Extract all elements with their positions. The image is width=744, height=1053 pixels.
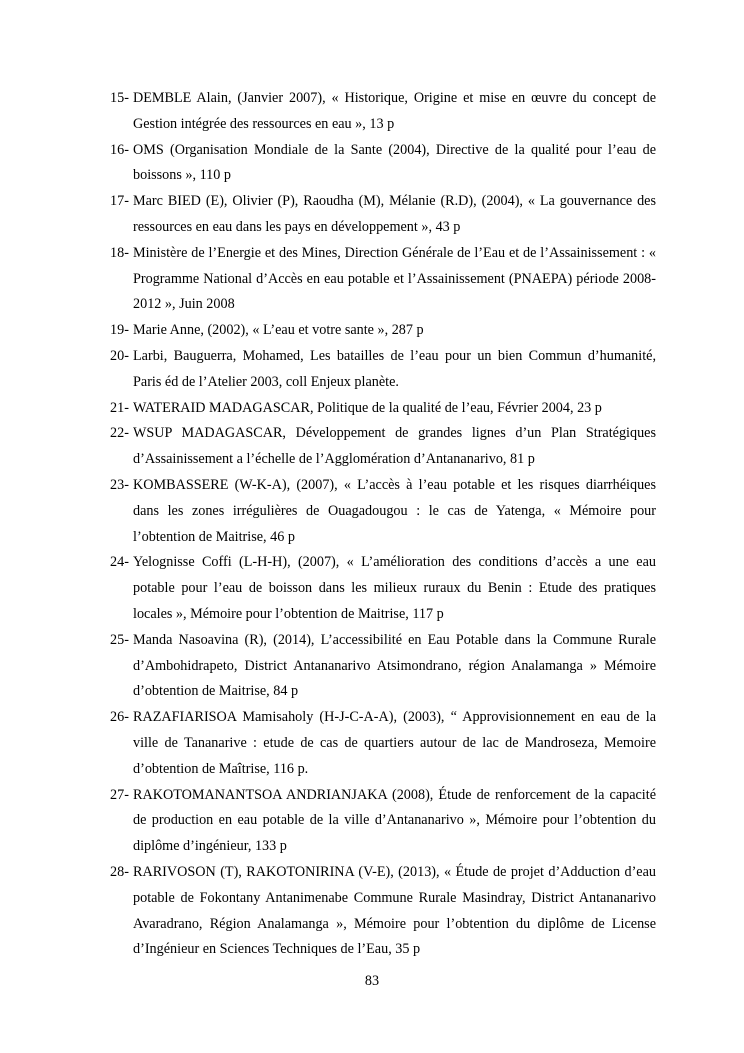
reference-number: 26- xyxy=(110,709,129,726)
reference-text: OMS (Organisation Mondiale de la Sante (2004), Directive de la qualité pour l’eau de boissons », 110 p xyxy=(133,141,656,184)
reference-text: Yelognisse Coffi (L-H-H), (2007), « L’amélioration des conditions d’accès a une eau potable pour l’eau de boisson dans les milieux ruraux du Benin : Etude des pratiques locales », Mémoire pour l’obtention de Maitrise, 117 p xyxy=(133,554,656,622)
reference-item xyxy=(110,138,656,190)
reference-item xyxy=(110,628,656,705)
reference-number: 20- xyxy=(110,347,129,364)
reference-number: 18- xyxy=(110,244,129,261)
reference-text: Larbi, Bauguerra, Mohamed, Les batailles de l’eau pour un bien Commun d’humanité, Paris éd de l’Atelier 2003, coll Enjeux planète. xyxy=(133,347,656,390)
reference-item xyxy=(110,783,656,860)
reference-text: RAKOTOMANANTSOA ANDRIANJAKA (2008), Étude de renforcement de la capacité de production en eau potable de la ville d’Antananarivo », Mémoire pour l’obtention du diplôme d’ingénieur, 133 p xyxy=(133,786,656,855)
reference-item xyxy=(110,860,656,963)
reference-number: 23- xyxy=(110,476,129,493)
reference-text: DEMBLE Alain, (Janvier 2007), « Historique, Origine et mise en œuvre du concept de Gestion intégrée des ressources en eau », 13 p xyxy=(133,90,656,132)
reference-list xyxy=(110,86,656,963)
reference-text: Marie Anne, (2002), « L’eau et votre sante », 287 p xyxy=(133,322,424,339)
reference-item xyxy=(110,550,656,627)
reference-number: 22- xyxy=(110,425,129,442)
reference-number: 17- xyxy=(110,193,129,210)
reference-text: RAZAFIARISOA Mamisaholy (H-J-C-A-A), (2003), “ Approvisionnement en eau de la ville de Tananarive : etude de cas de quartiers autour de lac de Mandroseza, Memoire d’obtention de Maîtrise, 116 p. xyxy=(133,709,656,777)
page-number: 83 xyxy=(364,973,380,989)
reference-text: RARIVOSON (T), RAKOTONIRINA (V-E), (2013), « Étude de projet d’Adduction d’eau potable de Fokontany Antanimenabe Commune Rurale Masindray, District Antananarivo Avaradrano, Région Analamanga », Mémoire pour l’obtention du diplôme de License d’Ingénieur en Sciences Techniques de l’Eau, 35 p xyxy=(133,863,656,958)
reference-number: 28- xyxy=(110,863,129,880)
reference-number: 27- xyxy=(110,786,129,803)
reference-item xyxy=(110,705,656,782)
reference-item xyxy=(110,396,656,422)
reference-item xyxy=(110,421,656,473)
reference-item xyxy=(110,318,656,344)
reference-text: Manda Nasoavina (R), (2014), L’accessibilité en Eau Potable dans la Commune Rurale d’Ambohidrapeto, District Antananarivo Atsimondrano, région Analamanga » Mémoire d’obtention de Maitrise, 84 p xyxy=(133,631,656,700)
reference-item xyxy=(110,86,656,138)
reference-text: Marc BIED (E), Olivier (P), Raoudha (M), Mélanie (R.D), (2004), « La gouvernance des ressources en eau dans les pays en développement », 43 p xyxy=(133,193,656,235)
reference-item xyxy=(110,473,656,550)
reference-item xyxy=(110,241,656,318)
reference-number: 21- xyxy=(110,399,129,416)
reference-number: 16- xyxy=(110,141,129,158)
reference-number: 25- xyxy=(110,631,129,648)
reference-number: 24- xyxy=(110,554,129,571)
reference-text: KOMBASSERE (W-K-A), (2007), « L’accès à l’eau potable et les risques diarrhéiques dans les zones irrégulières de Ouagadougou : le cas de Yatenga, « Mémoire pour l’obtention de Maitrise, 46 p xyxy=(133,476,656,545)
reference-text: WATERAID MADAGASCAR, Politique de la qualité de l’eau, Février 2004, 23 p xyxy=(133,399,602,416)
reference-text: WSUP MADAGASCAR, Développement de grandes lignes d’un Plan Stratégiques d’Assainissement a l’échelle de l’Agglomération d’Antananarivo, 81 p xyxy=(133,425,656,468)
reference-number: 15- xyxy=(110,90,129,106)
reference-item xyxy=(110,344,656,396)
reference-number: 19- xyxy=(110,322,129,339)
reference-text: Ministère de l’Energie et des Mines, Direction Générale de l’Eau et de l’Assainissement : « Programme National d’Accès en eau potable et l’Assainissement (PNAEPA) période 2008-2012 », Juin 2008 xyxy=(133,244,656,313)
reference-item xyxy=(110,189,656,241)
